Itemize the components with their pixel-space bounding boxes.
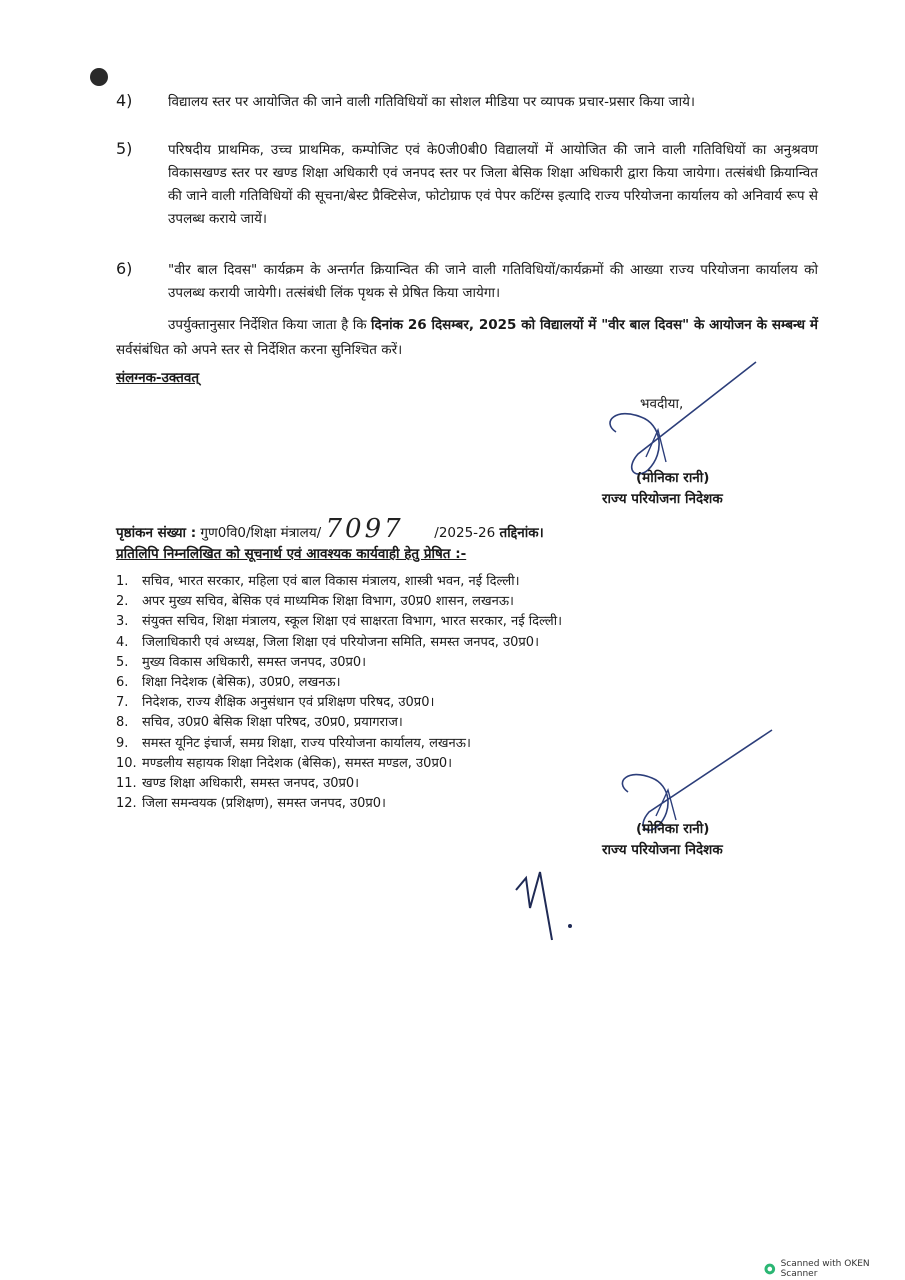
endorsement-date: तद्दिनांक।	[499, 525, 544, 541]
signatory-name: (मोनिका रानी)	[636, 470, 710, 486]
list-item: 6. शिक्षा निदेशक (बेसिक), उ0प्र0, लखनऊ।	[116, 675, 341, 691]
scanner-footer	[764, 1259, 905, 1279]
point-6-text: "वीर बाल दिवस" कार्यक्रम के अन्तर्गत क्रियान्वित की जाने वाली गतिविधियों/कार्यक्रमों की आख्या राज्य परियोजना कार्यालय को उपलब्ध करायी जायेगी। तत्संबंधी लिंक पृथक से प्रेषित किया जायेगा।	[168, 262, 818, 301]
attachment-note: संलग्नक-उक्तवत्	[116, 370, 200, 386]
signatory-designation-2: राज्य परियोजना निदेशक	[602, 842, 723, 858]
point-4-text: विद्यालय स्तर पर आयोजित की जाने वाली गतिविधियों का सोशल मीडिया पर व्यापक प्रचार-प्रसार किया जाये।	[168, 94, 696, 110]
list-item: 3. संयुक्त सचिव, शिक्षा मंत्रालय, स्कूल शिक्षा एवं साक्षरता विभाग, भारत सरकार, नई दिल्ली।	[116, 614, 563, 630]
signatory-name-2: (मोनिका रानी)	[636, 821, 710, 837]
scanner-note: Scanned with OKEN Scanner	[780, 1259, 870, 1279]
point-4-number: 4)	[116, 91, 133, 110]
copy-list	[116, 572, 562, 814]
list-item: 10. मण्डलीय सहायक शिक्षा निदेशक (बेसिक), समस्त मण्डल, उ0प्र0।	[116, 755, 453, 771]
list-item: 8. सचिव, उ0प्र0 बेसिक शिक्षा परिषद, उ0प्र0, प्रयागराज।	[116, 715, 403, 731]
list-item: 12. जिला समन्वयक (प्रशिक्षण), समस्त जनपद, उ0प्र0।	[116, 796, 386, 812]
closing-paragraph	[116, 313, 818, 363]
endorsement-year: /2025-26	[434, 525, 496, 541]
closing-text-1: उपर्युक्तानुसार निर्देशित किया जाता है कि	[168, 317, 371, 333]
signoff: भवदीया,	[640, 396, 684, 412]
point-5-number: 5)	[116, 139, 133, 158]
point-5-text: परिषदीय प्राथमिक, उच्च प्राथमिक, कम्पोजिट एवं के0जी0बी0 विद्यालयों में आयोजित की जाने वाली गतिविधियों का अनुश्रवण विकासखण्ड स्तर पर खण्ड शिक्षा अधिकारी एवं जनपद स्तर पर जिला बेसिक शिक्षा अधिकारी द्वारा किया जायेगा। तत्संबंधी क्रियान्वित की जाने वाली गतिविधियों की सूचना/बेस्ट प्रैक्टिसेज, फोटोग्राफ एवं पेपर कटिंग्स इत्यादि राज्य परियोजना कार्यालय को अनिवार्य रूप से उपलब्ध कराये जायें।	[168, 142, 818, 227]
endorsement-ref: गुण0वि0/शिक्षा मंत्रालय/	[200, 525, 322, 541]
scanner-logo-icon	[764, 1263, 776, 1275]
signatory-designation: राज्य परियोजना निदेशक	[602, 491, 723, 507]
initials-icon	[512, 868, 582, 948]
list-item: 1. सचिव, भारत सरकार, महिला एवं बाल विकास मंत्रालय, शास्त्री भवन, नई दिल्ली।	[116, 574, 520, 589]
list-item: 5. मुख्य विकास अधिकारी, समस्त जनपद, उ0प्र0।	[116, 654, 367, 670]
endorsement-line	[116, 514, 544, 544]
list-item: 9. समस्त यूनिट इंचार्ज, समग्र शिक्षा, राज्य परियोजना कार्यालय, लखनऊ।	[116, 735, 471, 751]
signature-icon	[596, 362, 771, 482]
copy-heading: प्रतिलिपि निम्नलिखित को सूचनार्थ एवं आवश्यक कार्यवाही हेतु प्रेषित :-	[116, 546, 467, 562]
closing-text-bold: दिनांक 26 दिसम्बर, 2025 को विद्यालयों में "वीर बाल दिवस" के आयोजन के सम्बन्ध में	[371, 317, 819, 333]
list-item: 2. अपर मुख्य सचिव, बेसिक एवं माध्यमिक शिक्षा विभाग, उ0प्र0 शासन, लखनऊ।	[116, 594, 514, 610]
list-item: 7. निदेशक, राज्य शैक्षिक अनुसंधान एवं प्रशिक्षण परिषद, उ0प्र0।	[116, 695, 435, 711]
endorsement-label: पृष्ठांकन संख्या :	[116, 525, 197, 541]
closing-text-2: सर्वसंबंधित को अपने स्तर से निर्देशित करना सुनिश्चित करें।	[116, 342, 403, 358]
punch-hole-icon	[90, 68, 108, 86]
list-item: 4. जिलाधिकारी एवं अध्यक्ष, जिला शिक्षा एवं परियोजना समिति, समस्त जनपद, उ0प्र0।	[116, 634, 539, 650]
point-6-number: 6)	[116, 259, 133, 278]
handwritten-number: 7097	[325, 514, 404, 544]
list-item: 11. खण्ड शिक्षा अधिकारी, समस्त जनपद, उ0प्र0।	[116, 776, 360, 792]
